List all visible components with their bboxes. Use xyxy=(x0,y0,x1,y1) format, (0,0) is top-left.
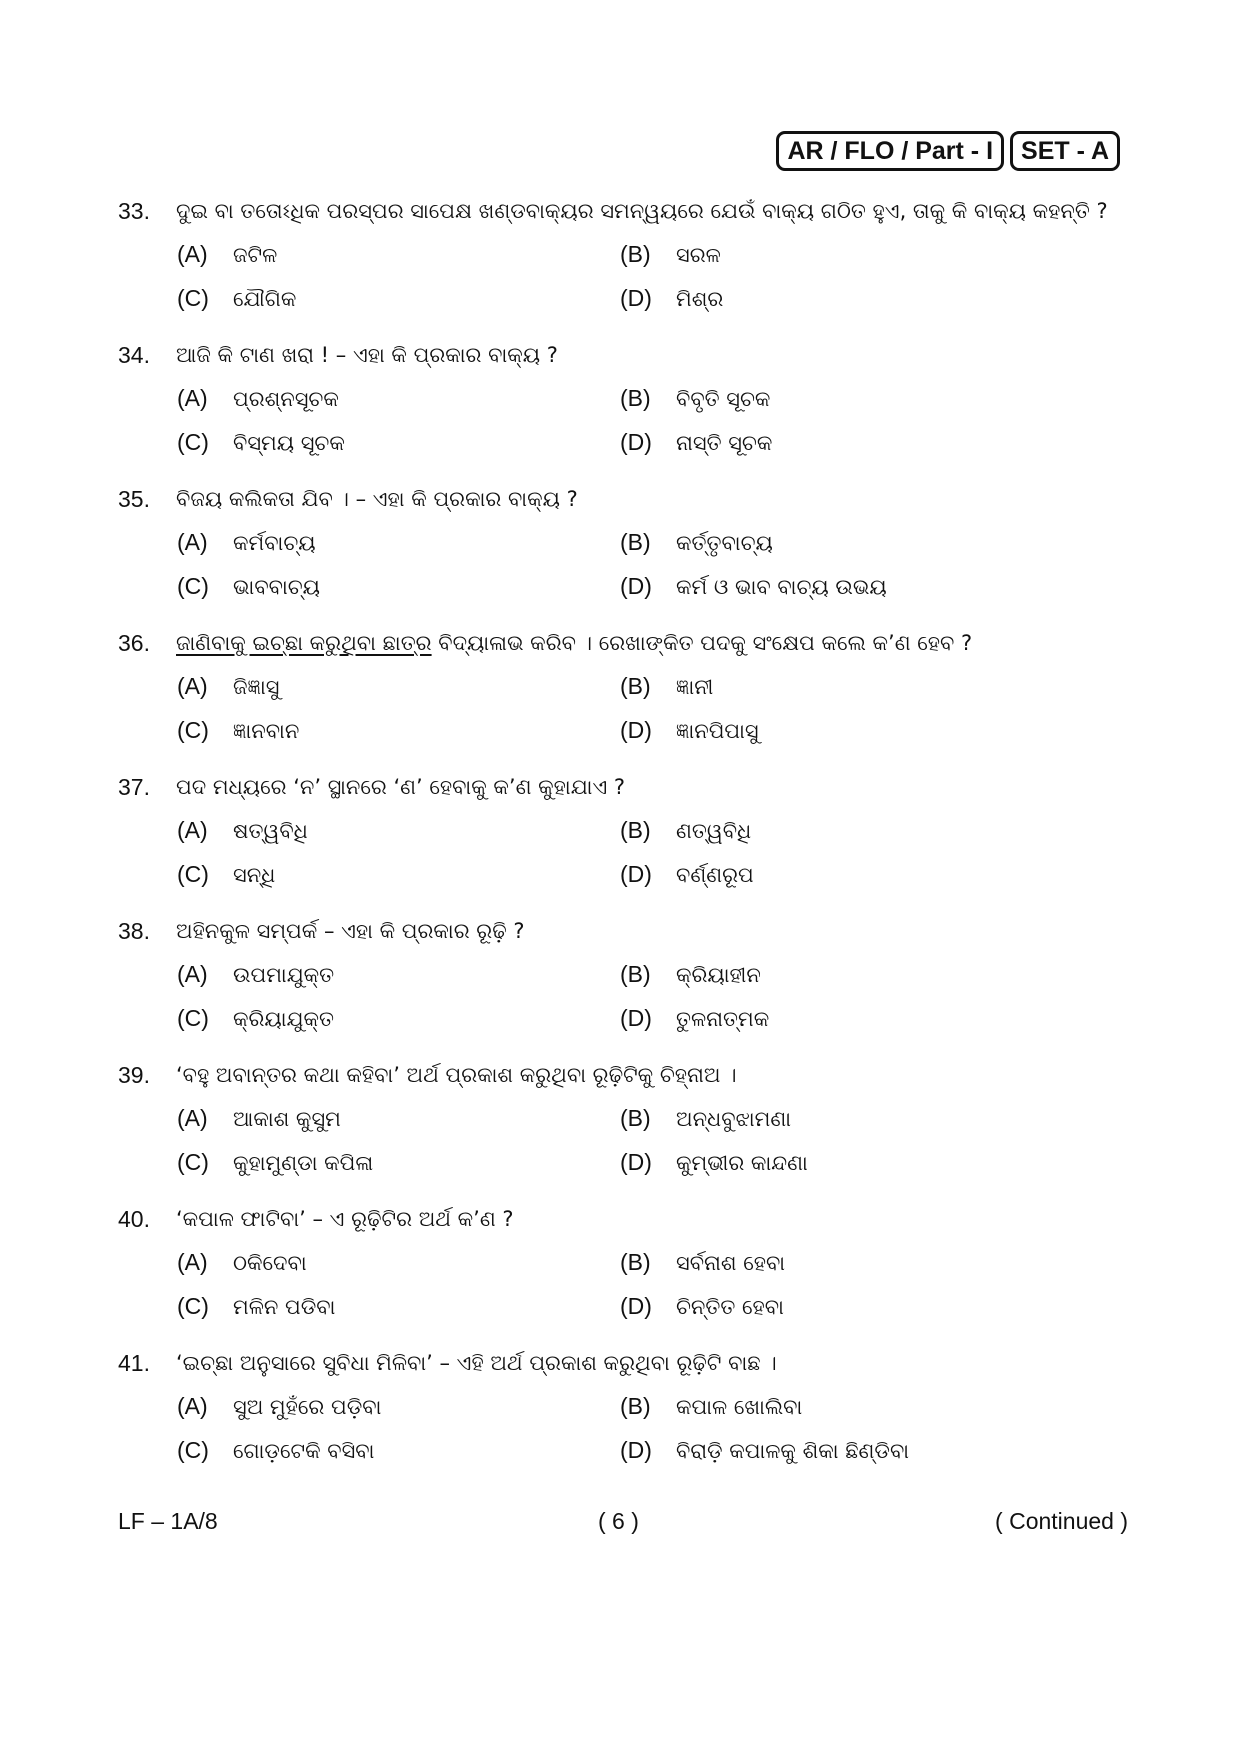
option-a xyxy=(177,383,339,414)
option-c xyxy=(177,1435,374,1466)
option-label: (A) xyxy=(177,1393,208,1419)
question-number: 38. xyxy=(118,918,150,944)
option-b xyxy=(620,815,751,846)
option-text: ଆକାଶ କୁସୁମ xyxy=(233,1107,341,1131)
option-text: କର୍ମବାଚ୍ୟ xyxy=(233,531,316,555)
option-label: (B) xyxy=(620,961,651,987)
option-label: (D) xyxy=(620,1005,652,1031)
option-label: (B) xyxy=(620,1249,651,1275)
question-number: 36. xyxy=(118,630,150,656)
option-a xyxy=(177,527,316,558)
underlined-phrase: ଜାଣିବାକୁ ଇଚ୍ଛା କରୁଥିବା ଛାତ୍ର xyxy=(176,631,432,655)
option-label: (D) xyxy=(620,717,652,743)
option-text: ବିରାଡ଼ି କପାଳକୁ ଶିକା ଛିଣ୍ଡିବା xyxy=(676,1439,910,1463)
question-number: 33. xyxy=(118,198,150,224)
option-text: ଷତ୍ୱବିଧି xyxy=(233,819,308,843)
question-text: ଆଜି କି ଟାଣ ଖରା ! – ଏହା କି ପ୍ରକାର ବାକ୍ୟ ? xyxy=(176,343,558,367)
question-list xyxy=(118,196,1128,1492)
option-a xyxy=(177,1391,381,1422)
option-text: କ୍ରିୟାହୀନ xyxy=(676,963,761,987)
option-a xyxy=(177,1247,307,1278)
paper-code-badge: AR / FLO / Part - I xyxy=(776,131,1004,171)
option-label: (A) xyxy=(177,1105,208,1131)
option-label: (A) xyxy=(177,1249,208,1275)
question-41 xyxy=(118,1348,1128,1492)
option-label: (C) xyxy=(177,573,209,599)
option-text: ଣତ୍ୱବିଧି xyxy=(676,819,752,843)
question-40 xyxy=(118,1204,1128,1348)
option-text: ବିସ୍ମୟ ସୂଚକ xyxy=(233,431,345,455)
option-text: ସନ୍ଧି xyxy=(233,863,276,887)
option-a xyxy=(177,239,277,270)
option-label: (A) xyxy=(177,529,208,555)
option-c xyxy=(177,427,345,458)
option-c xyxy=(177,1291,335,1322)
question-number: 37. xyxy=(118,774,150,800)
option-text: ବର୍ଣ୍ଣରୂପ xyxy=(676,863,754,887)
question-text xyxy=(176,628,1126,658)
option-text: ତୁଳନାତ୍ମକ xyxy=(676,1007,770,1031)
question-text: ବିଜୟ କଲିକତା ଯିବ । – ଏହା କି ପ୍ରକାର ବାକ୍ୟ ? xyxy=(176,487,578,511)
option-label: (A) xyxy=(177,385,208,411)
question-number: 40. xyxy=(118,1206,150,1232)
question-text: ପଦ ମଧ୍ୟରେ ‘ନ’ ସ୍ଥାନରେ ‘ଣ’ ହେବାକୁ କ’ଣ କୁହାଯାଏ ? xyxy=(176,775,626,799)
option-text: କପାଳ ଖୋଲିବା xyxy=(676,1395,803,1419)
option-d xyxy=(620,715,759,746)
option-text: କର୍ତ୍ତୃବାଚ୍ୟ xyxy=(676,531,773,555)
option-label: (B) xyxy=(620,385,651,411)
question-36 xyxy=(118,628,1128,772)
option-b xyxy=(620,1247,785,1278)
question-34 xyxy=(118,340,1128,484)
option-text: ସରଳ xyxy=(676,243,721,267)
question-35 xyxy=(118,484,1128,628)
option-a xyxy=(177,1103,341,1134)
question-text: ‘ଇଚ୍ଛା ଅନୁସାରେ ସୁବିଧା ମିଳିବା’ – ଏହି ଅର୍ଥ ପ୍ରକାଶ କରୁଥିବା ରୂଢ଼ିଟି ବାଛ । xyxy=(176,1351,777,1375)
option-label: (B) xyxy=(620,1105,651,1131)
option-b xyxy=(620,671,713,702)
option-label: (A) xyxy=(177,241,208,267)
option-label: (C) xyxy=(177,1005,209,1031)
option-text: ଯୌଗିକ xyxy=(233,287,297,311)
option-d xyxy=(620,1435,909,1466)
option-label: (B) xyxy=(620,241,651,267)
option-label: (C) xyxy=(177,1437,209,1463)
option-label: (D) xyxy=(620,285,652,311)
question-number: 39. xyxy=(118,1062,150,1088)
question-number: 34. xyxy=(118,342,150,368)
option-c xyxy=(177,1003,334,1034)
option-d xyxy=(620,283,723,314)
option-c xyxy=(177,571,320,602)
option-label: (C) xyxy=(177,1149,209,1175)
option-text: ଭାବବାଚ୍ୟ xyxy=(233,575,321,599)
option-d xyxy=(620,1291,784,1322)
option-text: ଜଟିଳ xyxy=(233,243,278,267)
question-37 xyxy=(118,772,1128,916)
option-label: (B) xyxy=(620,673,651,699)
option-b xyxy=(620,1103,791,1134)
option-text: ଉପମାଯୁକ୍ତ xyxy=(233,963,335,987)
option-a xyxy=(177,671,279,702)
option-text: ଜ୍ଞାନବାନ xyxy=(233,719,300,743)
option-c xyxy=(177,715,299,746)
question-39 xyxy=(118,1060,1128,1204)
paper-header xyxy=(776,131,1120,171)
option-label: (C) xyxy=(177,1293,209,1319)
option-b xyxy=(620,527,773,558)
option-b xyxy=(620,239,721,270)
option-c xyxy=(177,283,296,314)
option-text: କୁହାମୁଣ୍ଡା କପିଳା xyxy=(233,1151,374,1175)
option-d xyxy=(620,427,772,458)
set-badge: SET - A xyxy=(1010,131,1120,171)
page-number: ( 6 ) xyxy=(598,1508,639,1534)
option-text: ମିଶ୍ର xyxy=(676,287,724,311)
option-label: (C) xyxy=(177,429,209,455)
option-text: ଅନ୍ଧବୁଝାମଣା xyxy=(676,1107,791,1131)
option-text: ବିବୃତି ସୂଚକ xyxy=(676,387,771,411)
option-text: ପ୍ରଶ୍ନସୂଚକ xyxy=(233,387,339,411)
option-text: ଜ୍ଞାନୀ xyxy=(676,675,714,699)
question-number: 35. xyxy=(118,486,150,512)
option-label: (D) xyxy=(620,429,652,455)
question-text: ‘କପାଳ ଫାଟିବା’ – ଏ ରୂଢ଼ିଟିର ଅର୍ଥ କ’ଣ ? xyxy=(176,1207,514,1231)
option-d xyxy=(620,1003,769,1034)
option-label: (D) xyxy=(620,1293,652,1319)
question-33 xyxy=(118,196,1128,340)
option-label: (C) xyxy=(177,861,209,887)
option-b xyxy=(620,1391,802,1422)
option-c xyxy=(177,859,275,890)
option-text: ଜିଜ୍ଞାସୁ xyxy=(233,675,280,699)
option-label: (A) xyxy=(177,817,208,843)
option-label: (B) xyxy=(620,817,651,843)
question-38 xyxy=(118,916,1128,1060)
option-text: କ୍ରିୟାଯୁକ୍ତ xyxy=(233,1007,335,1031)
option-text: ଚିନ୍ତିତ ହେବା xyxy=(676,1295,784,1319)
option-label: (D) xyxy=(620,1149,652,1175)
option-label: (B) xyxy=(620,529,651,555)
option-text: ମଳିନ ପଡିବା xyxy=(233,1295,336,1319)
option-text: ଗୋଡ଼ଟେକି ବସିବା xyxy=(233,1439,375,1463)
continued-note: ( Continued ) xyxy=(995,1508,1128,1534)
option-d xyxy=(620,571,887,602)
option-c xyxy=(177,1147,373,1178)
question-text-rest: ବିଦ୍ୟାଳାଭ କରିବ । ରେଖାଙ୍କିତ ପଦକୁ ସଂକ୍ଷେପ କଲେ କ’ଣ ହେବ ? xyxy=(431,631,973,655)
question-text: ଅହିନକୁଳ ସମ୍ପର୍କ – ଏହା କି ପ୍ରକାର ରୂଢ଼ି ? xyxy=(176,919,525,943)
option-text: ଜ୍ଞାନପିପାସୁ xyxy=(676,719,759,743)
option-label: (C) xyxy=(177,717,209,743)
option-label: (B) xyxy=(620,1393,651,1419)
option-d xyxy=(620,1147,808,1178)
option-label: (D) xyxy=(620,861,652,887)
option-text: କୁମ୍ଭୀର କାନ୍ଦଣା xyxy=(676,1151,808,1175)
option-label: (D) xyxy=(620,1437,652,1463)
option-text: ନାସ୍ତି ସୂଚକ xyxy=(676,431,773,455)
option-a xyxy=(177,815,308,846)
option-text: ସୁଅ ମୁହଁରେ ପଡ଼ିବା xyxy=(233,1395,382,1419)
question-number: 41. xyxy=(118,1350,150,1376)
option-label: (A) xyxy=(177,673,208,699)
option-b xyxy=(620,959,761,990)
option-text: ଠକିଦେବା xyxy=(233,1251,307,1275)
option-text: କର୍ମ ଓ ଭାବ ବାଚ୍ୟ ଉଭୟ xyxy=(676,575,887,599)
option-label: (C) xyxy=(177,285,209,311)
option-text: ସର୍ବନାଶ ହେବା xyxy=(676,1251,786,1275)
option-b xyxy=(620,383,770,414)
option-label: (A) xyxy=(177,961,208,987)
question-text: ‘ବହୁ ଅବାନ୍ତର କଥା କହିବା’ ଅର୍ଥ ପ୍ରକାଶ କରୁଥିବା ରୂଢ଼ିଟିକୁ ଚିହ୍ନାଅ । xyxy=(176,1063,737,1087)
booklet-code: LF – 1A/8 xyxy=(118,1508,218,1534)
question-text: ଦୁଇ ବା ତତୋଽଧିକ ପରସ୍ପର ସାପେକ୍ଷ ଖଣ୍ଡବାକ୍ୟର ସମନ୍ୱୟରେ ଯେଉଁ ବାକ୍ୟ ଗଠିତ ହୁଏ, ତାକୁ କି ବାକ୍ୟ କହନ୍ତି ? xyxy=(176,199,1108,223)
option-a xyxy=(177,959,334,990)
option-d xyxy=(620,859,754,890)
option-label: (D) xyxy=(620,573,652,599)
